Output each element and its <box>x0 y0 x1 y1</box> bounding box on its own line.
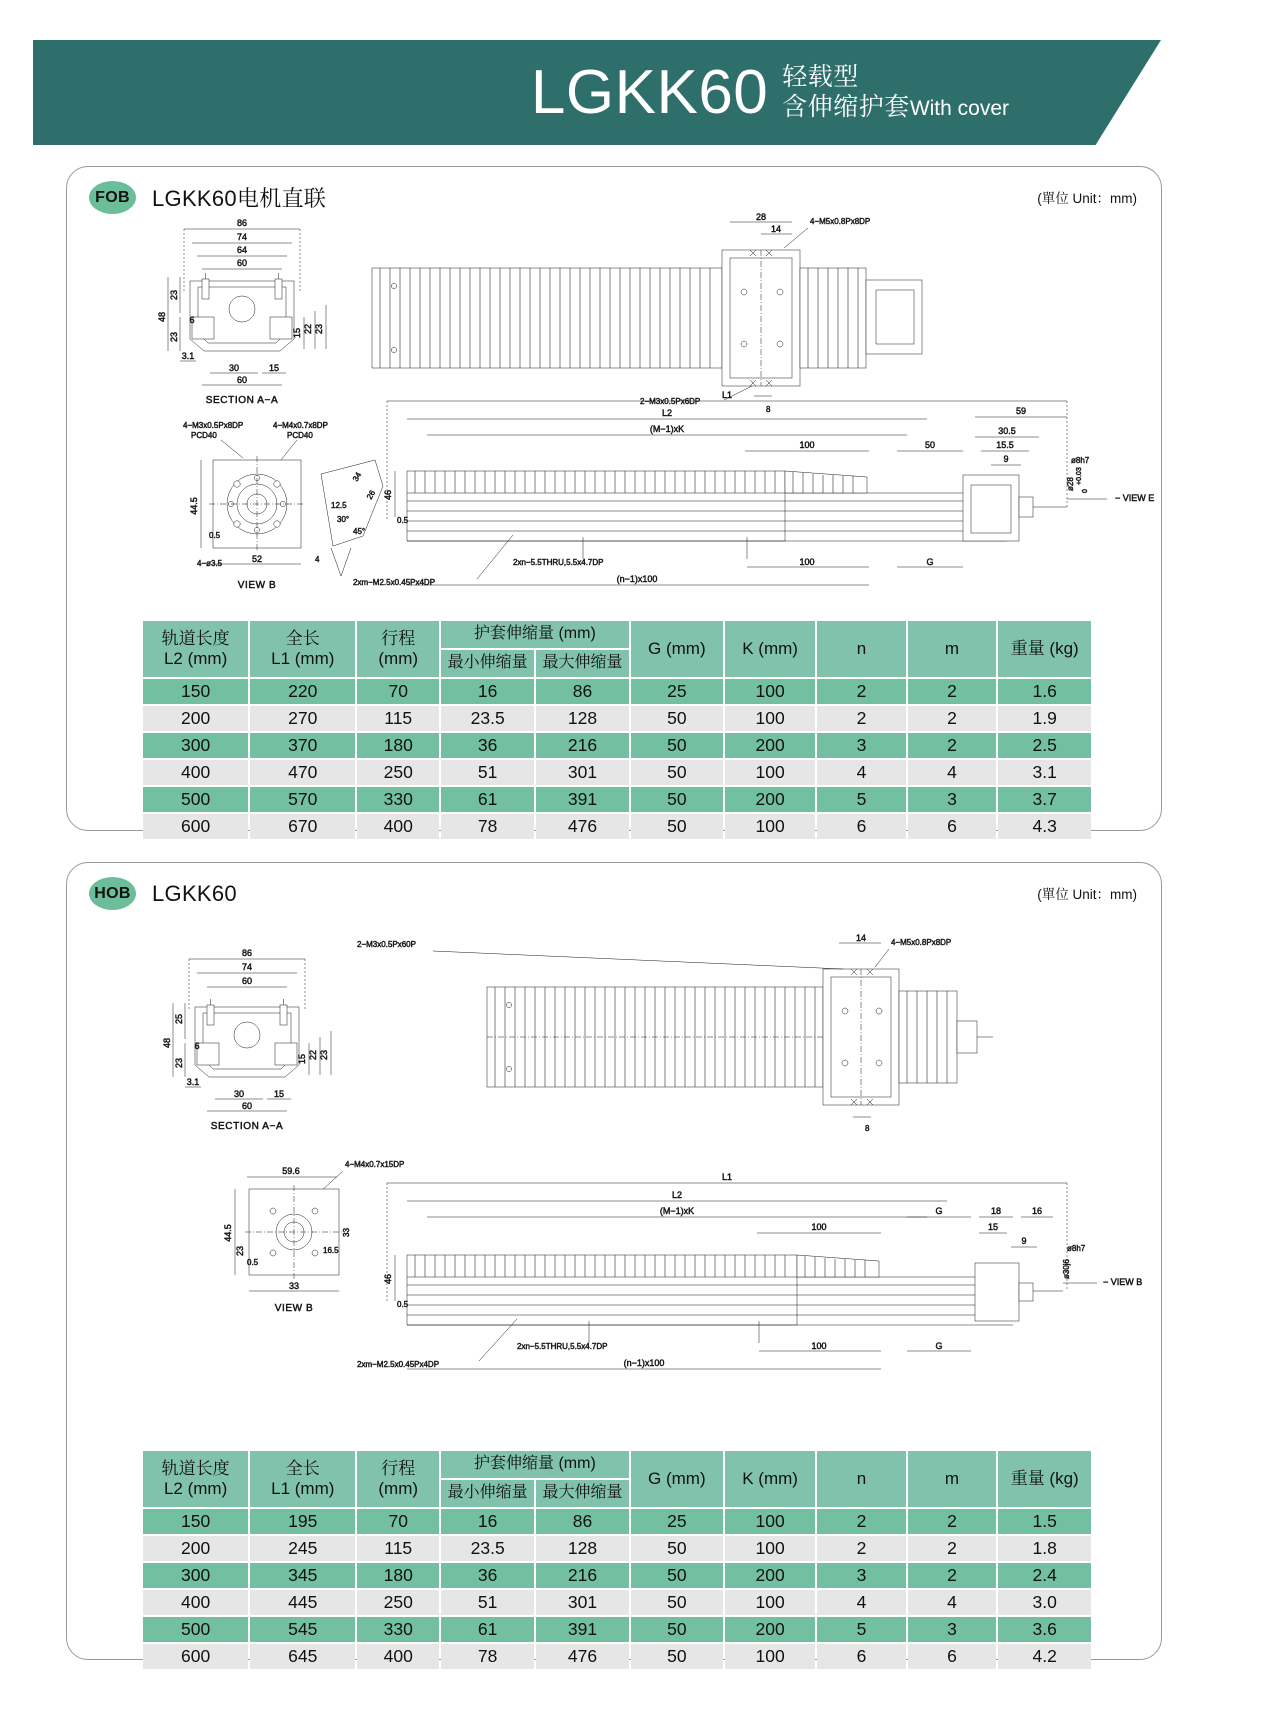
svg-text:L2: L2 <box>671 1190 683 1200</box>
cell-min-travel: 51 <box>441 1590 534 1615</box>
svg-text:(M−1)xK: (M−1)xK <box>649 424 685 434</box>
svg-text:SECTION A−A: SECTION A−A <box>210 1121 284 1132</box>
svg-text:2−M3x0.5Px6DP: 2−M3x0.5Px6DP <box>640 397 701 406</box>
cell-g: 50 <box>631 760 723 785</box>
section-card-fob <box>66 166 1162 836</box>
cell-max-travel: 86 <box>536 1509 629 1534</box>
col-header-max-travel: 最大伸缩量 <box>536 1480 629 1507</box>
col-header-l1: 全长 L1 (mm) <box>250 621 355 677</box>
svg-text:33: 33 <box>288 1281 300 1291</box>
svg-text:6: 6 <box>189 315 195 325</box>
cell-min-travel: 36 <box>441 1563 534 1588</box>
cell-weight: 1.5 <box>998 1509 1091 1534</box>
cell-n: 3 <box>817 1563 905 1588</box>
col-header-min-travel: 最小伸缩量 <box>441 1480 534 1507</box>
cell-weight: 3.1 <box>998 760 1091 785</box>
svg-text:15: 15 <box>292 327 302 339</box>
cell-m: 2 <box>908 1536 997 1561</box>
svg-text:60: 60 <box>241 976 253 986</box>
svg-text:74: 74 <box>236 232 248 242</box>
section-badge-fob: FOB <box>89 181 136 214</box>
cell-l1: 645 <box>250 1644 355 1669</box>
svg-text:9: 9 <box>1021 1236 1027 1246</box>
col-header-m: m <box>908 621 997 677</box>
cell-l2: 300 <box>143 733 248 758</box>
cell-l2: 300 <box>143 1563 248 1588</box>
cell-weight: 3.6 <box>998 1617 1091 1642</box>
spec-table-body-fob <box>143 679 1091 839</box>
cell-n: 5 <box>817 1617 905 1642</box>
cell-weight: 1.8 <box>998 1536 1091 1561</box>
svg-text:ø8h7: ø8h7 <box>1071 456 1090 465</box>
svg-text:100: 100 <box>799 557 815 567</box>
table-row <box>143 1509 1091 1534</box>
cell-weight: 3.0 <box>998 1590 1091 1615</box>
svg-text:46: 46 <box>383 489 393 501</box>
cell-k: 100 <box>725 679 815 704</box>
svg-text:15: 15 <box>297 1053 307 1065</box>
col-header-g: G (mm) <box>631 1451 723 1507</box>
svg-text:64: 64 <box>236 245 248 255</box>
svg-text:23: 23 <box>174 1057 184 1069</box>
cell-min-travel: 51 <box>441 760 534 785</box>
cell-m: 3 <box>908 787 997 812</box>
cell-m: 3 <box>908 1617 997 1642</box>
svg-text:G: G <box>926 557 934 567</box>
svg-text:100: 100 <box>799 440 815 450</box>
cell-stroke: 330 <box>357 1617 439 1642</box>
col-header-stroke: 行程 (mm) <box>357 621 439 677</box>
col-header-weight: 重量 (kg) <box>998 621 1091 677</box>
svg-text:16: 16 <box>1031 1206 1043 1216</box>
cell-k: 200 <box>725 733 815 758</box>
cell-m: 2 <box>908 706 997 731</box>
svg-text:0.5: 0.5 <box>397 1300 409 1309</box>
svg-text:48: 48 <box>162 1037 172 1049</box>
table-row <box>143 1563 1091 1588</box>
cell-min-travel: 23.5 <box>441 706 534 731</box>
cell-n: 2 <box>817 679 905 704</box>
svg-text:8: 8 <box>865 1124 870 1133</box>
svg-text:26: 26 <box>364 488 378 501</box>
cell-stroke: 115 <box>357 706 439 731</box>
svg-text:SECTION A−A: SECTION A−A <box>205 395 279 406</box>
cell-min-travel: 16 <box>441 679 534 704</box>
svg-text:15: 15 <box>268 363 280 373</box>
svg-text:22: 22 <box>308 1049 318 1061</box>
svg-text:ø30j6: ø30j6 <box>1062 1258 1071 1279</box>
svg-text:46: 46 <box>383 1273 393 1285</box>
cell-weight: 2.4 <box>998 1563 1091 1588</box>
svg-text:0: 0 <box>1082 489 1089 493</box>
svg-text:(n−1)x100: (n−1)x100 <box>623 1358 665 1368</box>
svg-text:33: 33 <box>342 1228 351 1237</box>
cell-n: 6 <box>817 814 905 839</box>
cell-weight: 4.2 <box>998 1644 1091 1669</box>
cell-g: 50 <box>631 1536 723 1561</box>
cell-max-travel: 301 <box>536 1590 629 1615</box>
banner-subtitle <box>782 63 1009 123</box>
svg-text:60: 60 <box>236 258 248 268</box>
svg-text:23: 23 <box>169 289 179 301</box>
table-row <box>143 1590 1091 1615</box>
svg-text:59.6: 59.6 <box>282 1166 300 1176</box>
table-row <box>143 787 1091 812</box>
cell-l1: 245 <box>250 1536 355 1561</box>
svg-text:ø28: ø28 <box>1066 477 1075 491</box>
svg-text:60: 60 <box>241 1101 253 1111</box>
cell-l1: 545 <box>250 1617 355 1642</box>
svg-text:ø8h7: ø8h7 <box>1067 1244 1086 1253</box>
cell-l1: 195 <box>250 1509 355 1534</box>
svg-text:44.5: 44.5 <box>223 1224 233 1242</box>
svg-text:4−M4x0.7x8DP: 4−M4x0.7x8DP <box>273 421 328 430</box>
svg-text:4−M5x0.8Px8DP: 4−M5x0.8Px8DP <box>891 938 952 947</box>
table-row <box>143 733 1091 758</box>
col-header-stroke: 行程 (mm) <box>357 1451 439 1507</box>
cell-m: 2 <box>908 1563 997 1588</box>
table-row <box>143 814 1091 839</box>
cell-stroke: 250 <box>357 760 439 785</box>
svg-text:30: 30 <box>233 1089 245 1099</box>
unit-note-fob: (單位 Unit：mm) <box>1037 191 1137 206</box>
cell-max-travel: 476 <box>536 814 629 839</box>
svg-text:4: 4 <box>315 555 320 564</box>
section-title-fob: LGKK60电机直联 <box>152 186 327 211</box>
cell-k: 100 <box>725 706 815 731</box>
svg-text:28: 28 <box>755 212 767 222</box>
col-header-l1: 全长 L1 (mm) <box>250 1451 355 1507</box>
svg-text:23: 23 <box>235 1245 245 1257</box>
svg-text:50: 50 <box>924 440 936 450</box>
svg-text:25: 25 <box>174 1013 184 1025</box>
svg-text:74: 74 <box>241 962 253 972</box>
cell-l2: 600 <box>143 1644 248 1669</box>
cell-n: 2 <box>817 1536 905 1561</box>
cell-max-travel: 476 <box>536 1644 629 1669</box>
cell-g: 50 <box>631 814 723 839</box>
svg-text:4−M3x0.5Px8DP: 4−M3x0.5Px8DP <box>183 421 244 430</box>
svg-text:G: G <box>935 1206 943 1216</box>
svg-text:3.1: 3.1 <box>186 1077 200 1087</box>
svg-text:15: 15 <box>987 1222 999 1232</box>
page-banner <box>33 40 1161 145</box>
svg-text:2xn−5.5THRU,5.5x4.7DP: 2xn−5.5THRU,5.5x4.7DP <box>513 558 604 567</box>
svg-text:16.5: 16.5 <box>323 1246 339 1255</box>
svg-text:52: 52 <box>251 554 263 564</box>
svg-text:2xn−5.5THRU,5.5x4.7DP: 2xn−5.5THRU,5.5x4.7DP <box>517 1342 608 1351</box>
cell-m: 2 <box>908 679 997 704</box>
svg-text:44.5: 44.5 <box>189 497 199 515</box>
svg-text:100: 100 <box>811 1341 827 1351</box>
cell-stroke: 180 <box>357 1563 439 1588</box>
svg-text:0.5: 0.5 <box>209 531 221 540</box>
svg-text:86: 86 <box>241 948 253 958</box>
svg-text:0.5: 0.5 <box>247 1258 259 1267</box>
svg-text:(M−1)xK: (M−1)xK <box>659 1206 695 1216</box>
technical-drawing-fob <box>67 211 1163 611</box>
cell-stroke: 115 <box>357 1536 439 1561</box>
cell-min-travel: 78 <box>441 814 534 839</box>
col-header-cover-travel: 护套伸缩量 (mm) <box>441 621 629 648</box>
cell-max-travel: 391 <box>536 787 629 812</box>
svg-text:PCD40: PCD40 <box>191 431 217 440</box>
svg-text:34: 34 <box>350 470 364 483</box>
cell-l2: 150 <box>143 679 248 704</box>
svg-text:6: 6 <box>194 1041 200 1051</box>
svg-text:2xm−M2.5x0.45Px4DP: 2xm−M2.5x0.45Px4DP <box>353 578 436 587</box>
svg-text:22: 22 <box>303 323 313 335</box>
svg-text:4−M4x0.7x15DP: 4−M4x0.7x15DP <box>345 1160 405 1169</box>
cell-weight: 2.5 <box>998 733 1091 758</box>
svg-text:+0.03: +0.03 <box>1076 467 1083 485</box>
cell-l1: 470 <box>250 760 355 785</box>
cell-k: 200 <box>725 787 815 812</box>
cell-l1: 445 <box>250 1590 355 1615</box>
table-row <box>143 1536 1091 1561</box>
svg-text:48: 48 <box>157 311 167 323</box>
svg-text:G: G <box>935 1341 943 1351</box>
cell-max-travel: 391 <box>536 1617 629 1642</box>
cell-l2: 200 <box>143 1536 248 1561</box>
cell-m: 2 <box>908 733 997 758</box>
cell-g: 50 <box>631 1590 723 1615</box>
cell-max-travel: 216 <box>536 1563 629 1588</box>
cell-g: 50 <box>631 1563 723 1588</box>
svg-text:− VIEW B: − VIEW B <box>1103 1277 1143 1287</box>
cell-n: 2 <box>817 1509 905 1534</box>
cell-g: 50 <box>631 733 723 758</box>
cell-g: 25 <box>631 1509 723 1534</box>
cell-stroke: 330 <box>357 787 439 812</box>
col-header-n: n <box>817 621 905 677</box>
cell-min-travel: 78 <box>441 1644 534 1669</box>
cell-l2: 400 <box>143 760 248 785</box>
cell-weight: 1.9 <box>998 706 1091 731</box>
banner-subtitle-line2-en: With cover <box>909 96 1009 120</box>
cell-l2: 400 <box>143 1590 248 1615</box>
svg-text:15: 15 <box>273 1089 285 1099</box>
col-header-cover-travel: 护套伸缩量 (mm) <box>441 1451 629 1478</box>
table-row <box>143 1644 1091 1669</box>
col-header-max-travel: 最大伸缩量 <box>536 650 629 677</box>
technical-drawing-hob <box>67 923 1163 1393</box>
svg-text:23: 23 <box>314 323 324 335</box>
cell-l1: 370 <box>250 733 355 758</box>
col-header-k: K (mm) <box>725 621 815 677</box>
banner-model-title: LGKK60 <box>530 57 769 127</box>
table-row <box>143 679 1091 704</box>
svg-text:23: 23 <box>319 1049 329 1061</box>
svg-text:14: 14 <box>855 933 867 943</box>
cell-k: 100 <box>725 1644 815 1669</box>
svg-text:2xm−M2.5x0.45Px4DP: 2xm−M2.5x0.45Px4DP <box>357 1360 440 1369</box>
section-title-hob: LGKK60 <box>152 880 237 906</box>
cell-m: 4 <box>908 1590 997 1615</box>
cell-l2: 500 <box>143 787 248 812</box>
cell-stroke: 400 <box>357 1644 439 1669</box>
banner-subtitle-line1: 轻载型 <box>782 62 859 91</box>
svg-text:0.5: 0.5 <box>397 516 409 525</box>
svg-text:30: 30 <box>228 363 240 373</box>
svg-text:59: 59 <box>1015 406 1027 416</box>
cell-n: 5 <box>817 787 905 812</box>
cell-k: 100 <box>725 760 815 785</box>
cell-k: 100 <box>725 1590 815 1615</box>
table-row <box>143 706 1091 731</box>
table-row <box>143 1617 1091 1642</box>
cell-l2: 200 <box>143 706 248 731</box>
svg-text:60: 60 <box>236 375 248 385</box>
col-header-n: n <box>817 1451 905 1507</box>
svg-text:86: 86 <box>236 218 248 228</box>
cell-k: 100 <box>725 1509 815 1534</box>
svg-text:23: 23 <box>169 331 179 343</box>
cell-n: 3 <box>817 733 905 758</box>
cell-min-travel: 16 <box>441 1509 534 1534</box>
cell-l2: 150 <box>143 1509 248 1534</box>
cell-g: 25 <box>631 679 723 704</box>
svg-text:15.5: 15.5 <box>996 440 1014 450</box>
cell-weight: 1.6 <box>998 679 1091 704</box>
svg-text:18: 18 <box>990 1206 1002 1216</box>
cell-max-travel: 86 <box>536 679 629 704</box>
cell-k: 200 <box>725 1563 815 1588</box>
col-header-weight: 重量 (kg) <box>998 1451 1091 1507</box>
cell-n: 4 <box>817 760 905 785</box>
svg-text:L2: L2 <box>661 408 673 418</box>
cell-stroke: 400 <box>357 814 439 839</box>
cell-stroke: 250 <box>357 1590 439 1615</box>
svg-text:L1: L1 <box>721 1172 733 1182</box>
cell-min-travel: 61 <box>441 787 534 812</box>
cell-weight: 4.3 <box>998 814 1091 839</box>
cell-l2: 500 <box>143 1617 248 1642</box>
cell-stroke: 70 <box>357 679 439 704</box>
cell-max-travel: 128 <box>536 706 629 731</box>
svg-text:PCD40: PCD40 <box>287 431 313 440</box>
cell-stroke: 180 <box>357 733 439 758</box>
cell-min-travel: 23.5 <box>441 1536 534 1561</box>
svg-text:4−M5x0.8Px8DP: 4−M5x0.8Px8DP <box>810 217 871 226</box>
table-row <box>143 760 1091 785</box>
col-header-g: G (mm) <box>631 621 723 677</box>
spec-table-fob <box>141 619 1093 841</box>
table-header-row <box>143 621 1091 648</box>
cell-l2: 600 <box>143 814 248 839</box>
cell-min-travel: 61 <box>441 1617 534 1642</box>
cell-min-travel: 36 <box>441 733 534 758</box>
section-badge-hob: HOB <box>89 877 136 910</box>
col-header-min-travel: 最小伸缩量 <box>441 650 534 677</box>
cell-g: 50 <box>631 706 723 731</box>
cell-l1: 670 <box>250 814 355 839</box>
cell-m: 2 <box>908 1509 997 1534</box>
cell-n: 2 <box>817 706 905 731</box>
cell-m: 6 <box>908 1644 997 1669</box>
cell-l1: 345 <box>250 1563 355 1588</box>
cell-g: 50 <box>631 787 723 812</box>
cell-stroke: 70 <box>357 1509 439 1534</box>
cell-weight: 3.7 <box>998 787 1091 812</box>
svg-text:30.5: 30.5 <box>998 426 1016 436</box>
cell-g: 50 <box>631 1617 723 1642</box>
cell-max-travel: 128 <box>536 1536 629 1561</box>
svg-text:− VIEW E: − VIEW E <box>1115 493 1155 503</box>
svg-text:L1: L1 <box>721 390 733 400</box>
svg-text:100: 100 <box>811 1222 827 1232</box>
section-card-hob <box>66 862 1162 1666</box>
col-header-m: m <box>908 1451 997 1507</box>
cell-m: 4 <box>908 760 997 785</box>
svg-text:(n−1)x100: (n−1)x100 <box>616 574 658 584</box>
svg-text:VIEW B: VIEW B <box>237 580 277 591</box>
svg-text:VIEW B: VIEW B <box>274 1303 314 1314</box>
spec-table-hob <box>141 1449 1093 1671</box>
cell-l1: 270 <box>250 706 355 731</box>
svg-text:14: 14 <box>770 224 782 234</box>
cell-max-travel: 301 <box>536 760 629 785</box>
svg-text:12.5: 12.5 <box>331 501 347 510</box>
cell-k: 100 <box>725 814 815 839</box>
cell-k: 200 <box>725 1617 815 1642</box>
banner-subtitle-line2-cn: 含伸缩护套 <box>782 92 910 121</box>
svg-text:30°: 30° <box>337 515 350 524</box>
col-header-k: K (mm) <box>725 1451 815 1507</box>
col-header-l2: 轨道长度 L2 (mm) <box>143 621 248 677</box>
col-header-l2: 轨道长度 L2 (mm) <box>143 1451 248 1507</box>
cell-l1: 570 <box>250 787 355 812</box>
unit-note-hob: (單位 Unit：mm) <box>1037 887 1137 902</box>
cell-l1: 220 <box>250 679 355 704</box>
cell-k: 100 <box>725 1536 815 1561</box>
svg-text:8: 8 <box>766 405 771 414</box>
cell-n: 6 <box>817 1644 905 1669</box>
svg-text:3.1: 3.1 <box>181 351 195 361</box>
svg-text:45°: 45° <box>353 527 366 536</box>
svg-text:2−M3x0.5Px60P: 2−M3x0.5Px60P <box>357 940 416 949</box>
svg-text:4−ø3.5: 4−ø3.5 <box>197 559 223 568</box>
spec-table-body-hob <box>143 1509 1091 1669</box>
table-header-row <box>143 1451 1091 1478</box>
cell-m: 6 <box>908 814 997 839</box>
cell-max-travel: 216 <box>536 733 629 758</box>
cell-g: 50 <box>631 1644 723 1669</box>
cell-n: 4 <box>817 1590 905 1615</box>
svg-text:9: 9 <box>1003 454 1009 464</box>
